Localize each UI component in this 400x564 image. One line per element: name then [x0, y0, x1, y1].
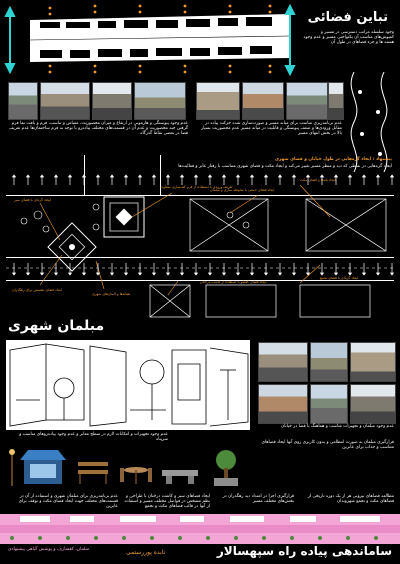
footer-plan-band [0, 514, 400, 544]
site-plan-diagram [0, 155, 400, 325]
street-photo [8, 82, 38, 120]
street-photo [350, 384, 396, 424]
header-intro: وجود سلسله مراتب دسترسی در مسیر و کفپوش‌های مناسب آن یکنواختی مسیر و عدم وجود هسته ها و جزء فضاهای در طول آن [303, 30, 394, 46]
plan-label-bottom1: ایجاد فضای نشستن برای رهگذران [12, 288, 62, 292]
street-photo [258, 342, 308, 382]
section2-title: مبلمان شهری [8, 318, 105, 334]
section3-para-right: مطالعه فضاهای بیرونی هر از یک دوره تاریخی از فضاهای مکث و تجمع شهروندان [307, 494, 394, 505]
section2-para-bottom-right: قرارگیری مبلمان به صورت انتظامی و بدون کاربری روی آنها ایجاد فضاهای متناسب و جذاب برای عابرین [261, 440, 394, 451]
street-photo [134, 82, 186, 120]
street-photo [40, 82, 90, 120]
street-photo [328, 82, 344, 120]
street-photo [92, 82, 132, 120]
plan-label-right: ایجاد پله‌ها و فضای مکث [300, 178, 336, 182]
section3-para-mid: قرارگیری اجزا در امتداد دید رهگذران در بخش‌های مختلف مسیر [222, 494, 294, 505]
plan-label-bottom3: ایجاد فضای گفتگو با استفاده از کاشت درختان [200, 280, 267, 284]
section2-para-bottom-left: عدم برنامه‌ریزی برای مبلمان شهری و استفاده از آن در قسمت‌های مختلف جهت ایجاد فضای مکث و توقف برای عابرین [18, 494, 118, 510]
section2-para-left: عدم وجود تجهیزات و امکانات لازم در سطح معابر و عدم وجود پیاده‌روهای مناسب و سرپناه [19, 432, 168, 443]
plan-label-bottom2: نشانه‌ها و المان‌های شهری [92, 292, 131, 296]
section1-heading-text: ایجاد گره‌هایی در نقاطی که دید و منظر مسیر تغییر می‌کند و ایجاد مکث و فضای شهری متناسب با رفتار عابر و فعالیت‌ها [178, 164, 392, 169]
section1-heading: پیشنهاد : ایجاد گره‌هایی در طول خیابان و فضای شهری [274, 157, 392, 162]
footer-author: تابده پوررستمی [126, 549, 166, 556]
street-photo [196, 82, 240, 120]
section1-para-right: عدم برنامه‌ریزی مناسب برای میانه مسیر و صورت‌سازی شده حرکت پیاده در مقابل ورودی‌ها و ضعف پیوستگی و قابلیت در میانه مسیر عدم محصوریت بسیار بالا در بخش انتهای مسیر [201, 121, 342, 137]
plan-label-left: ایجاد گره‌ای با فضای سبز [14, 198, 51, 202]
plan-label-bottom4: ایجاد گره‌ای با فضای تجمع [320, 276, 359, 280]
plan-label-mid: تعریف ورودی با استفاده از فرم کف‌سازی متفاوت [160, 185, 233, 189]
footer-caption: مبلمان، کفسازی، و پوشش گیاهی پیشنهادی [8, 547, 90, 552]
street-photo [350, 342, 396, 382]
section3-para-left: ایجاد فضاهای سبز و کاشت درختان با طراحی و نظم مشخص در فواصل مختلف مسیر و استفاده از آنها در قالب فضاهای مکث و تجمع [124, 494, 210, 510]
footer-title: ساماندهی پیاده راه سپهسالار [216, 544, 392, 558]
plan-label-top1: ایجاد فضای جمعی با محوطه سازی و مبلمان [210, 188, 275, 192]
street-photo [258, 384, 308, 424]
section2-para-right: عدم وجود مبلمان و تجهیزات مناسب و هماهنگ با فضا در خیابان [280, 424, 394, 429]
street-photo [242, 82, 284, 120]
street-photo [286, 82, 328, 120]
furniture-row [6, 446, 250, 492]
header-title: تباین فضائی [307, 10, 388, 25]
furniture-sketches [6, 340, 250, 430]
street-photo [310, 384, 348, 424]
street-photo [310, 342, 348, 382]
section1-para-left: عدم وجود پیوستگی و هارمونی در ارتفاع و میزان محصوریت، مقیاس و تناسب، فرم و بافت نما فرم گرفتن جبه محصوریت و عدم آن در قسمت‌های مختلف پیاده‌رو با توجه به فرم ساختمان‌ها عدم تعریف فضا در بعضی نقاط گذرگاه [8, 121, 188, 137]
